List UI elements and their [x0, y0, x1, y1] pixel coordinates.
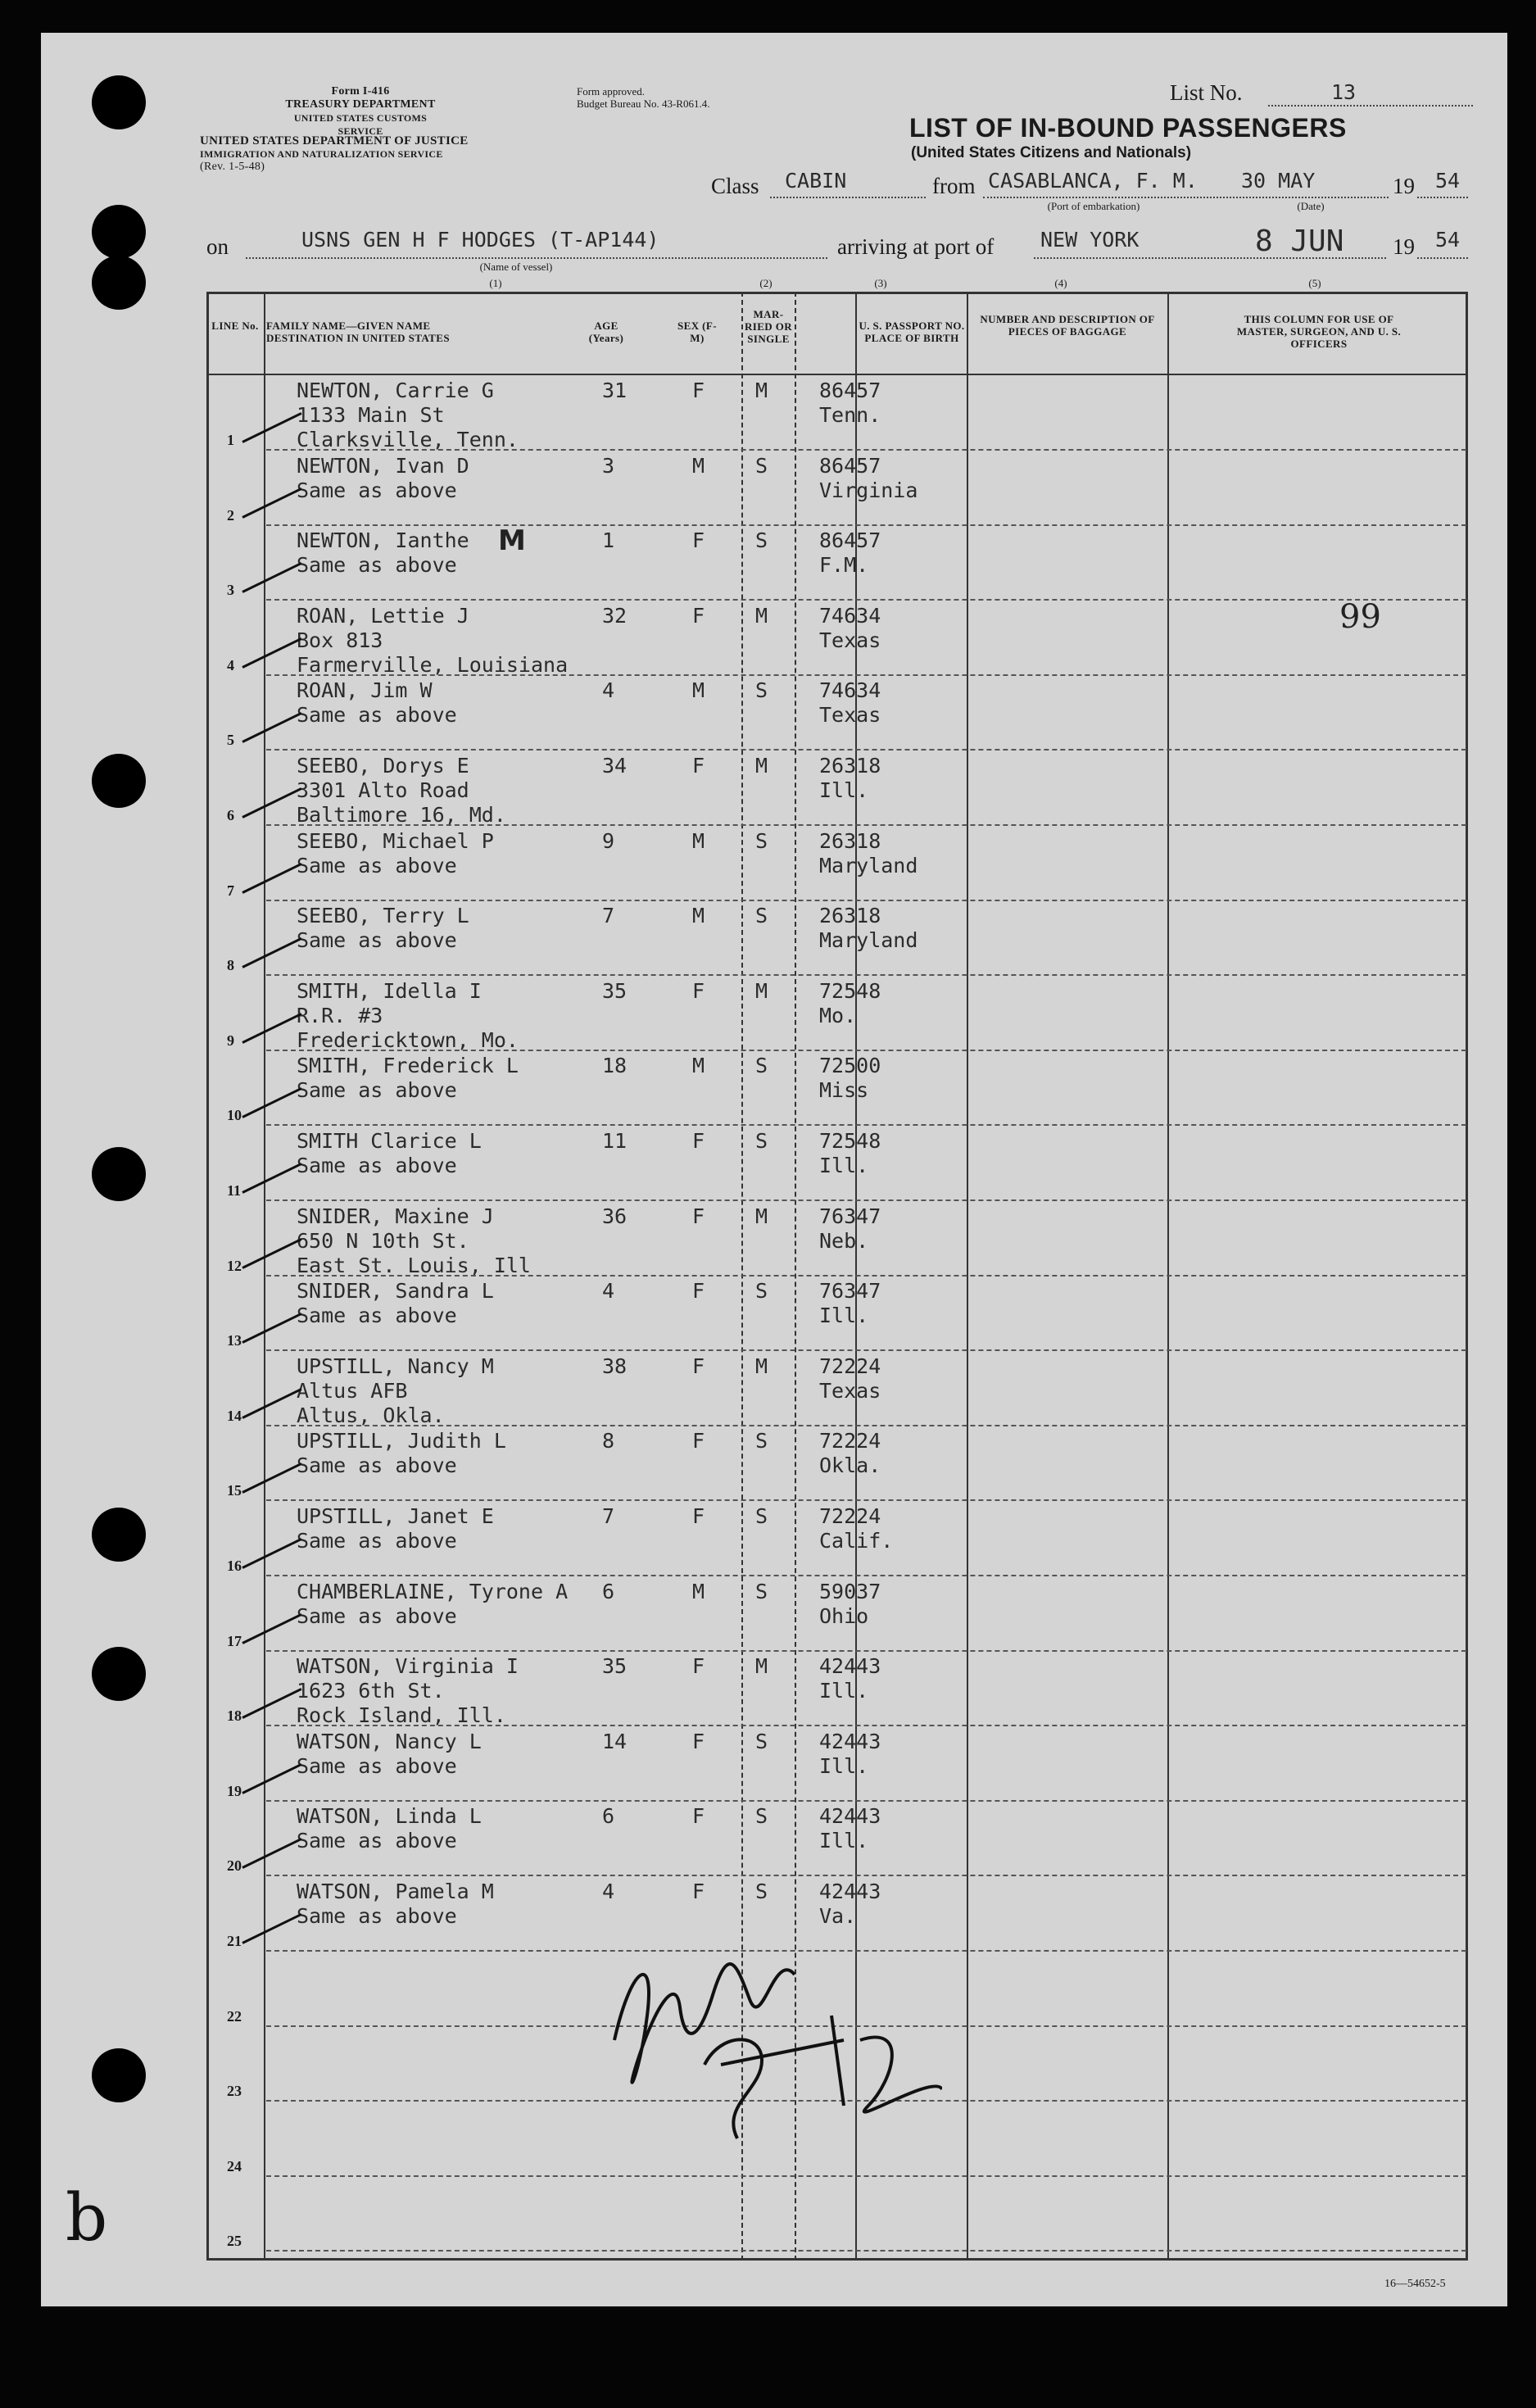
line-number: 11 — [227, 1182, 242, 1199]
passenger-sex: M — [692, 904, 705, 928]
passenger-age: 1 — [602, 528, 615, 553]
line-number: 24 — [227, 2157, 242, 2174]
vessel-name: USNS GEN H F HODGES (T-AP144) — [301, 228, 659, 252]
passenger-address: Same as above — [297, 1304, 457, 1328]
line-number: 13 — [227, 1332, 242, 1349]
passenger-age: 4 — [602, 1880, 615, 1903]
col-num-3: (3) — [874, 277, 887, 289]
binder-hole — [92, 1647, 146, 1701]
place-of-birth: Ill. — [819, 1753, 869, 1778]
line-number: 9 — [227, 1032, 234, 1049]
page-subtitle: (United States Citizens and Nationals) — [911, 144, 1192, 161]
row-divider — [266, 824, 1466, 826]
embarkation-port: CASABLANCA, F. M. — [988, 169, 1198, 193]
passenger-address-city: Baltimore 16, Md. — [297, 803, 506, 827]
passenger-address-city: Fredericktown, Mo. — [297, 1027, 519, 1052]
passenger-marital: M — [755, 603, 768, 628]
line-number: 7 — [227, 882, 234, 899]
embarkation-date: 30 MAY — [1241, 169, 1316, 193]
line-number: 4 — [227, 656, 234, 673]
passport-no: 26318 — [819, 828, 881, 853]
passenger-age: 4 — [602, 1279, 615, 1304]
place-of-birth: Miss — [819, 1078, 869, 1103]
passenger-name: SMITH Clarice L — [297, 1129, 482, 1153]
passenger-name: NEWTON, Carrie G — [297, 379, 494, 402]
list-no-label: List No. — [1170, 80, 1243, 105]
passport-no: 72224 — [819, 1504, 881, 1528]
passenger-marital: M — [755, 379, 768, 402]
passenger-sex: F — [692, 1654, 705, 1679]
place-of-birth: Tenn. — [819, 403, 881, 427]
arrival-port: NEW YORK — [1040, 228, 1140, 252]
passenger-age: 7 — [602, 904, 615, 928]
class-value: CABIN — [785, 169, 847, 193]
row-divider — [266, 1275, 1466, 1277]
passenger-age: 35 — [602, 978, 628, 1003]
passenger-address-city: Farmerville, Louisiana — [297, 652, 569, 677]
passenger-address-city: Rock Island, Ill. — [297, 1703, 506, 1728]
ins-label: IMMIGRATION AND NATURALIZATION SERVICE — [200, 148, 443, 160]
passenger-name: WATSON, Nancy L — [297, 1729, 482, 1753]
passenger-age: 11 — [602, 1129, 628, 1153]
binder-hole — [92, 754, 146, 808]
passenger-sex: M — [692, 1579, 705, 1603]
line-number: 17 — [227, 1632, 242, 1649]
passenger-name: WATSON, Linda L — [297, 1804, 482, 1829]
passenger-sex: F — [692, 1729, 705, 1753]
row-divider — [266, 1875, 1466, 1876]
passenger-age: 4 — [602, 678, 615, 703]
place-of-birth: Ill. — [819, 1679, 869, 1703]
passport-no: 59037 — [819, 1579, 881, 1603]
passenger-name: NEWTON, Ivan D — [297, 453, 469, 478]
passenger-name: ROAN, Jim W — [297, 678, 433, 703]
passenger-sex: F — [692, 754, 705, 778]
row-divider — [266, 1349, 1466, 1351]
line-number: 16 — [227, 1558, 242, 1574]
passenger-name: SEEBO, Michael P — [297, 828, 494, 853]
passenger-name: ROAN, Lettie J — [297, 603, 469, 628]
passenger-address: R.R. #3 — [297, 1003, 383, 1027]
passenger-marital: M — [755, 754, 768, 778]
line-number: 2 — [227, 506, 234, 524]
row-divider — [266, 1575, 1466, 1576]
passport-no: 72224 — [819, 1429, 881, 1453]
line-number: 14 — [227, 1407, 242, 1424]
place-of-birth: Virginia — [819, 478, 918, 502]
passport-no: 26318 — [819, 904, 881, 928]
arrival-year-prefix: 19 — [1393, 234, 1415, 259]
passenger-address: 3301 Alto Road — [297, 778, 469, 802]
passport-no: 74634 — [819, 678, 881, 703]
passenger-age: 38 — [602, 1354, 628, 1378]
passenger-address: Same as above — [297, 1529, 457, 1553]
line-number: 20 — [227, 1857, 242, 1875]
passenger-name: WATSON, Virginia I — [297, 1654, 519, 1679]
passenger-address: Same as above — [297, 1154, 457, 1177]
passenger-age: 9 — [602, 828, 615, 853]
list-no-value: 13 — [1331, 80, 1357, 104]
row-divider — [266, 674, 1466, 676]
passenger-sex: M — [692, 453, 705, 478]
place-of-birth: Okla. — [819, 1453, 881, 1478]
passport-no: 86457 — [819, 528, 881, 553]
officer-mark: 99 — [1339, 598, 1381, 636]
passenger-age: 14 — [602, 1729, 628, 1753]
passenger-marital: S — [755, 453, 768, 478]
row-divider — [266, 1124, 1466, 1126]
place-of-birth: Neb. — [819, 1228, 869, 1253]
passport-no: 86457 — [819, 453, 881, 478]
passenger-name: SNIDER, Maxine J — [297, 1204, 494, 1228]
passenger-marital: M — [755, 1204, 768, 1228]
passenger-address: Same as above — [297, 1453, 457, 1478]
place-of-birth: Ill. — [819, 778, 869, 802]
passenger-marital: S — [755, 828, 768, 853]
vessel-caption: (Name of vessel) — [479, 261, 553, 273]
passport-no: 74634 — [819, 603, 881, 628]
col-sex: SEX (F-M) — [677, 320, 717, 344]
place-of-birth: F.M. — [819, 553, 869, 578]
binder-hole — [92, 1508, 146, 1562]
line-number: 1 — [227, 432, 234, 448]
date-caption: (Date) — [1297, 200, 1325, 212]
passenger-marital: S — [755, 1504, 768, 1528]
passenger-name: WATSON, Pamela M — [297, 1880, 494, 1903]
passport-no: 72548 — [819, 1129, 881, 1153]
line-number: 5 — [227, 732, 234, 749]
passenger-address-city: Altus, Okla. — [297, 1403, 445, 1427]
passenger-address-city: Clarksville, Tenn. — [297, 428, 519, 451]
passenger-marital: S — [755, 678, 768, 703]
line-number: 6 — [227, 807, 234, 823]
row-divider — [266, 900, 1466, 901]
col-baggage: NUMBER AND DESCRIPTION OF PIECES OF BAGGAGE — [980, 313, 1155, 338]
passenger-sex: M — [692, 1054, 705, 1078]
row-divider — [266, 1650, 1466, 1652]
customs-service: UNITED STATES CUSTOMS SERVICE — [293, 112, 428, 137]
handwritten-m: M — [498, 524, 526, 557]
passenger-age: 6 — [602, 1804, 615, 1829]
passenger-address: Same as above — [297, 1078, 457, 1103]
passenger-marital: S — [755, 528, 768, 553]
passenger-age: 7 — [602, 1504, 615, 1528]
passenger-sex: F — [692, 978, 705, 1003]
passenger-marital: S — [755, 1579, 768, 1603]
form-number: Form I-416 — [331, 85, 390, 97]
year-prefix: 19 — [1393, 174, 1415, 198]
passenger-address: Same as above — [297, 553, 457, 578]
row-divider — [266, 974, 1466, 976]
line-number: 21 — [227, 1933, 242, 1949]
passenger-name: SMITH, Idella I — [297, 978, 482, 1003]
col-num-1: (1) — [489, 277, 502, 289]
line-number: 12 — [227, 1257, 242, 1274]
passenger-sex: F — [692, 1204, 705, 1228]
line-number: 25 — [227, 2233, 242, 2250]
from-label: from — [932, 174, 976, 198]
col-age: AGE (Years) — [588, 320, 624, 344]
page-title: LIST OF IN-BOUND PASSENGERS — [909, 113, 1347, 143]
place-of-birth: Maryland — [819, 928, 918, 953]
binder-hole — [92, 75, 146, 129]
passenger-sex: F — [692, 1429, 705, 1453]
col-num-5: (5) — [1308, 277, 1321, 289]
passport-no: 42443 — [819, 1880, 881, 1903]
passenger-address: 650 N 10th St. — [297, 1228, 469, 1253]
passenger-address: Same as above — [297, 1904, 457, 1928]
passenger-address: 1133 Main St — [297, 403, 445, 427]
binder-hole — [92, 256, 146, 310]
passenger-age: 36 — [602, 1204, 628, 1228]
col-num-4: (4) — [1054, 277, 1067, 289]
passport-no: 86457 — [819, 379, 881, 402]
place-of-birth: Texas — [819, 628, 881, 652]
line-number: 23 — [227, 2083, 242, 2100]
passport-no: 72224 — [819, 1354, 881, 1378]
line-number: 15 — [227, 1482, 242, 1499]
passenger-address: Same as above — [297, 1603, 457, 1628]
passenger-name: SEEBO, Dorys E — [297, 754, 469, 778]
passenger-name: SEEBO, Terry L — [297, 904, 469, 928]
passenger-sex: F — [692, 603, 705, 628]
line-number: 3 — [227, 582, 234, 599]
passport-no: 42443 — [819, 1729, 881, 1753]
place-of-birth: Ohio — [819, 1603, 869, 1628]
passenger-sex: M — [692, 678, 705, 703]
row-divider — [266, 1050, 1466, 1051]
passenger-name: SMITH, Frederick L — [297, 1054, 519, 1078]
budget-bureau: Budget Bureau No. 43-R061.4. — [577, 97, 710, 110]
passport-no: 76347 — [819, 1279, 881, 1304]
passenger-marital: S — [755, 1129, 768, 1153]
passport-no: 42443 — [819, 1804, 881, 1829]
arrival-year-suffix: 54 — [1435, 228, 1461, 252]
form-approved: Form approved. — [577, 85, 646, 97]
passenger-sex: F — [692, 1279, 705, 1304]
passenger-address-city: East St. Louis, Ill — [297, 1253, 531, 1277]
place-of-birth: Texas — [819, 1378, 881, 1403]
row-divider — [266, 2175, 1466, 2177]
passenger-address: Same as above — [297, 1829, 457, 1853]
passenger-marital: M — [755, 978, 768, 1003]
passenger-age: 32 — [602, 603, 628, 628]
passenger-name: CHAMBERLAINE, Tyrone A — [297, 1579, 569, 1603]
row-divider — [266, 1425, 1466, 1426]
passenger-name: NEWTON, Ianthe — [297, 528, 469, 553]
place-of-birth: Ill. — [819, 1829, 869, 1853]
line-number: 19 — [227, 1782, 242, 1799]
passenger-marital: S — [755, 1880, 768, 1903]
passenger-marital: S — [755, 1429, 768, 1453]
passenger-address: 1623 6th St. — [297, 1679, 445, 1703]
year-suffix: 54 — [1435, 169, 1461, 193]
passenger-sex: M — [692, 828, 705, 853]
line-number: 18 — [227, 1707, 242, 1725]
passenger-name: SNIDER, Sandra L — [297, 1279, 494, 1304]
passenger-marital: M — [755, 1654, 768, 1679]
place-of-birth: Ill. — [819, 1154, 869, 1177]
place-of-birth: Texas — [819, 703, 881, 728]
footer-code: 16—54652-5 — [1384, 2278, 1446, 2290]
passenger-marital: S — [755, 1729, 768, 1753]
passenger-sex: F — [692, 1129, 705, 1153]
line-number: 22 — [227, 2007, 242, 2025]
passenger-address: Same as above — [297, 853, 457, 877]
place-of-birth: Ill. — [819, 1304, 869, 1328]
col-num-2: (2) — [759, 277, 773, 289]
row-divider — [266, 749, 1466, 751]
passenger-address: Same as above — [297, 928, 457, 953]
col-married: MAR-RIED OR SINGLE — [744, 308, 793, 345]
passenger-age: 6 — [602, 1579, 615, 1603]
passenger-address: Same as above — [297, 1753, 457, 1778]
passenger-sex: F — [692, 1504, 705, 1528]
place-of-birth: Mo. — [819, 1003, 857, 1027]
passenger-age: 18 — [602, 1054, 628, 1078]
passenger-marital: S — [755, 904, 768, 928]
passenger-age: 3 — [602, 453, 615, 478]
passenger-sex: F — [692, 1804, 705, 1829]
row-divider — [266, 599, 1466, 601]
row-divider — [266, 1725, 1466, 1726]
passenger-address: Same as above — [297, 478, 457, 502]
place-of-birth: Calif. — [819, 1529, 894, 1553]
passenger-address: Same as above — [297, 703, 457, 728]
passenger-age: 34 — [602, 754, 628, 778]
signature — [598, 1917, 942, 2147]
treasury-dept: TREASURY DEPARTMENT — [285, 98, 436, 111]
class-label: Class — [711, 174, 759, 198]
passenger-name: UPSTILL, Janet E — [297, 1504, 494, 1528]
passenger-address: Box 813 — [297, 628, 383, 652]
binder-hole — [92, 2048, 146, 2102]
passenger-sex: F — [692, 379, 705, 402]
passenger-name: UPSTILL, Nancy M — [297, 1354, 494, 1378]
row-divider — [266, 1499, 1466, 1501]
binder-hole — [92, 1147, 146, 1201]
margin-mark: b — [66, 2179, 108, 2256]
passenger-address: Altus AFB — [297, 1378, 408, 1403]
row-divider — [266, 1800, 1466, 1802]
passenger-name: UPSTILL, Judith L — [297, 1429, 506, 1453]
line-number: 10 — [227, 1107, 242, 1124]
passenger-sex: F — [692, 528, 705, 553]
revision-label: (Rev. 1-5-48) — [200, 161, 265, 173]
passenger-marital: S — [755, 1054, 768, 1078]
col-passport: U. S. PASSPORT NO. PLACE OF BIRTH — [859, 320, 965, 344]
row-divider — [266, 524, 1466, 526]
col-name: FAMILY NAME—GIVEN NAME DESTINATION IN UNITED STATES — [266, 320, 450, 344]
passenger-age: 8 — [602, 1429, 615, 1453]
place-of-birth: Maryland — [819, 853, 918, 877]
arrival-date: 8 JUN — [1255, 224, 1344, 258]
passport-no: 76347 — [819, 1204, 881, 1228]
passenger-marital: M — [755, 1354, 768, 1378]
passenger-age: 35 — [602, 1654, 628, 1679]
passport-no: 72500 — [819, 1054, 881, 1078]
place-of-birth: Va. — [819, 1904, 857, 1928]
passenger-marital: S — [755, 1279, 768, 1304]
binder-hole — [92, 205, 146, 259]
passenger-age: 31 — [602, 379, 628, 402]
passport-no: 26318 — [819, 754, 881, 778]
row-divider — [266, 1199, 1466, 1201]
passport-no: 42443 — [819, 1654, 881, 1679]
passport-no: 72548 — [819, 978, 881, 1003]
doj-label: UNITED STATES DEPARTMENT OF JUSTICE — [200, 134, 469, 147]
passenger-marital: S — [755, 1804, 768, 1829]
line-number: 8 — [227, 957, 234, 974]
row-divider — [266, 2250, 1466, 2252]
row-divider — [266, 449, 1466, 451]
col-line: LINE No. — [211, 320, 259, 332]
passenger-sex: F — [692, 1880, 705, 1903]
arriving-label: arriving at port of — [837, 234, 995, 259]
on-label: on — [206, 234, 229, 259]
col-officers: THIS COLUMN FOR USE OF MASTER, SURGEON, AND U. S. OFFICERS — [1236, 313, 1402, 350]
port-caption: (Port of embarkation) — [1047, 200, 1140, 212]
passenger-sex: F — [692, 1354, 705, 1378]
